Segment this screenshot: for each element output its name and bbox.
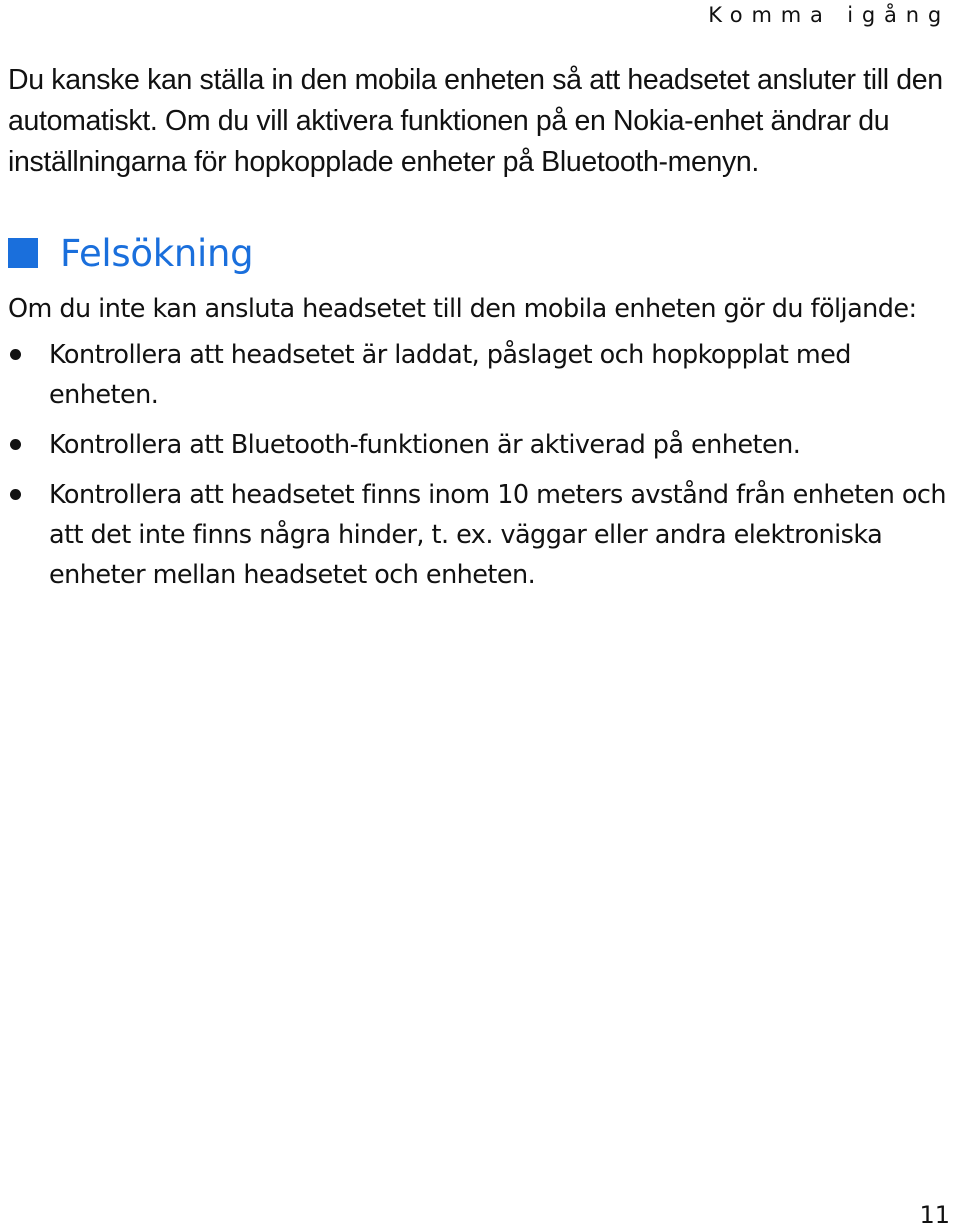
page-number: 11 (919, 1201, 950, 1229)
list-item (8, 425, 956, 465)
list-item (8, 335, 956, 415)
list-item-text: Kontrollera att Bluetooth-funktionen är aktiverad på enheten. (49, 430, 801, 460)
list-item-text: Kontrollera att headsetet är laddat, påslaget och hopkopplat med enheten. (49, 340, 851, 410)
bullet-dot-icon (10, 439, 21, 450)
section-heading (8, 229, 956, 277)
section-lead: Om du inte kan ansluta headsetet till den mobila enheten gör du följande: (8, 294, 917, 324)
troubleshooting-list (8, 335, 956, 595)
running-header: Komma igång (708, 3, 950, 27)
square-bullet-icon (8, 238, 38, 268)
bullet-dot-icon (10, 349, 21, 360)
intro-paragraph: Du kanske kan ställa in den mobila enheten så att headsetet ansluter till den automatiskt. Om du vill aktivera funktionen på en Nokia-enhet ändrar du inställningarna för hopkopplade enheter på Bluetooth-menyn. (8, 64, 943, 178)
list-item-text: Kontrollera att headsetet finns inom 10 meters avstånd från enheten och att det inte finns några hinder, t. ex. väggar eller andra elektroniska enheter mellan headsetet och enheten. (49, 480, 947, 590)
section-title: Felsökning (60, 231, 254, 275)
list-item (8, 475, 956, 595)
bullet-dot-icon (10, 489, 21, 500)
page-content (8, 60, 956, 605)
